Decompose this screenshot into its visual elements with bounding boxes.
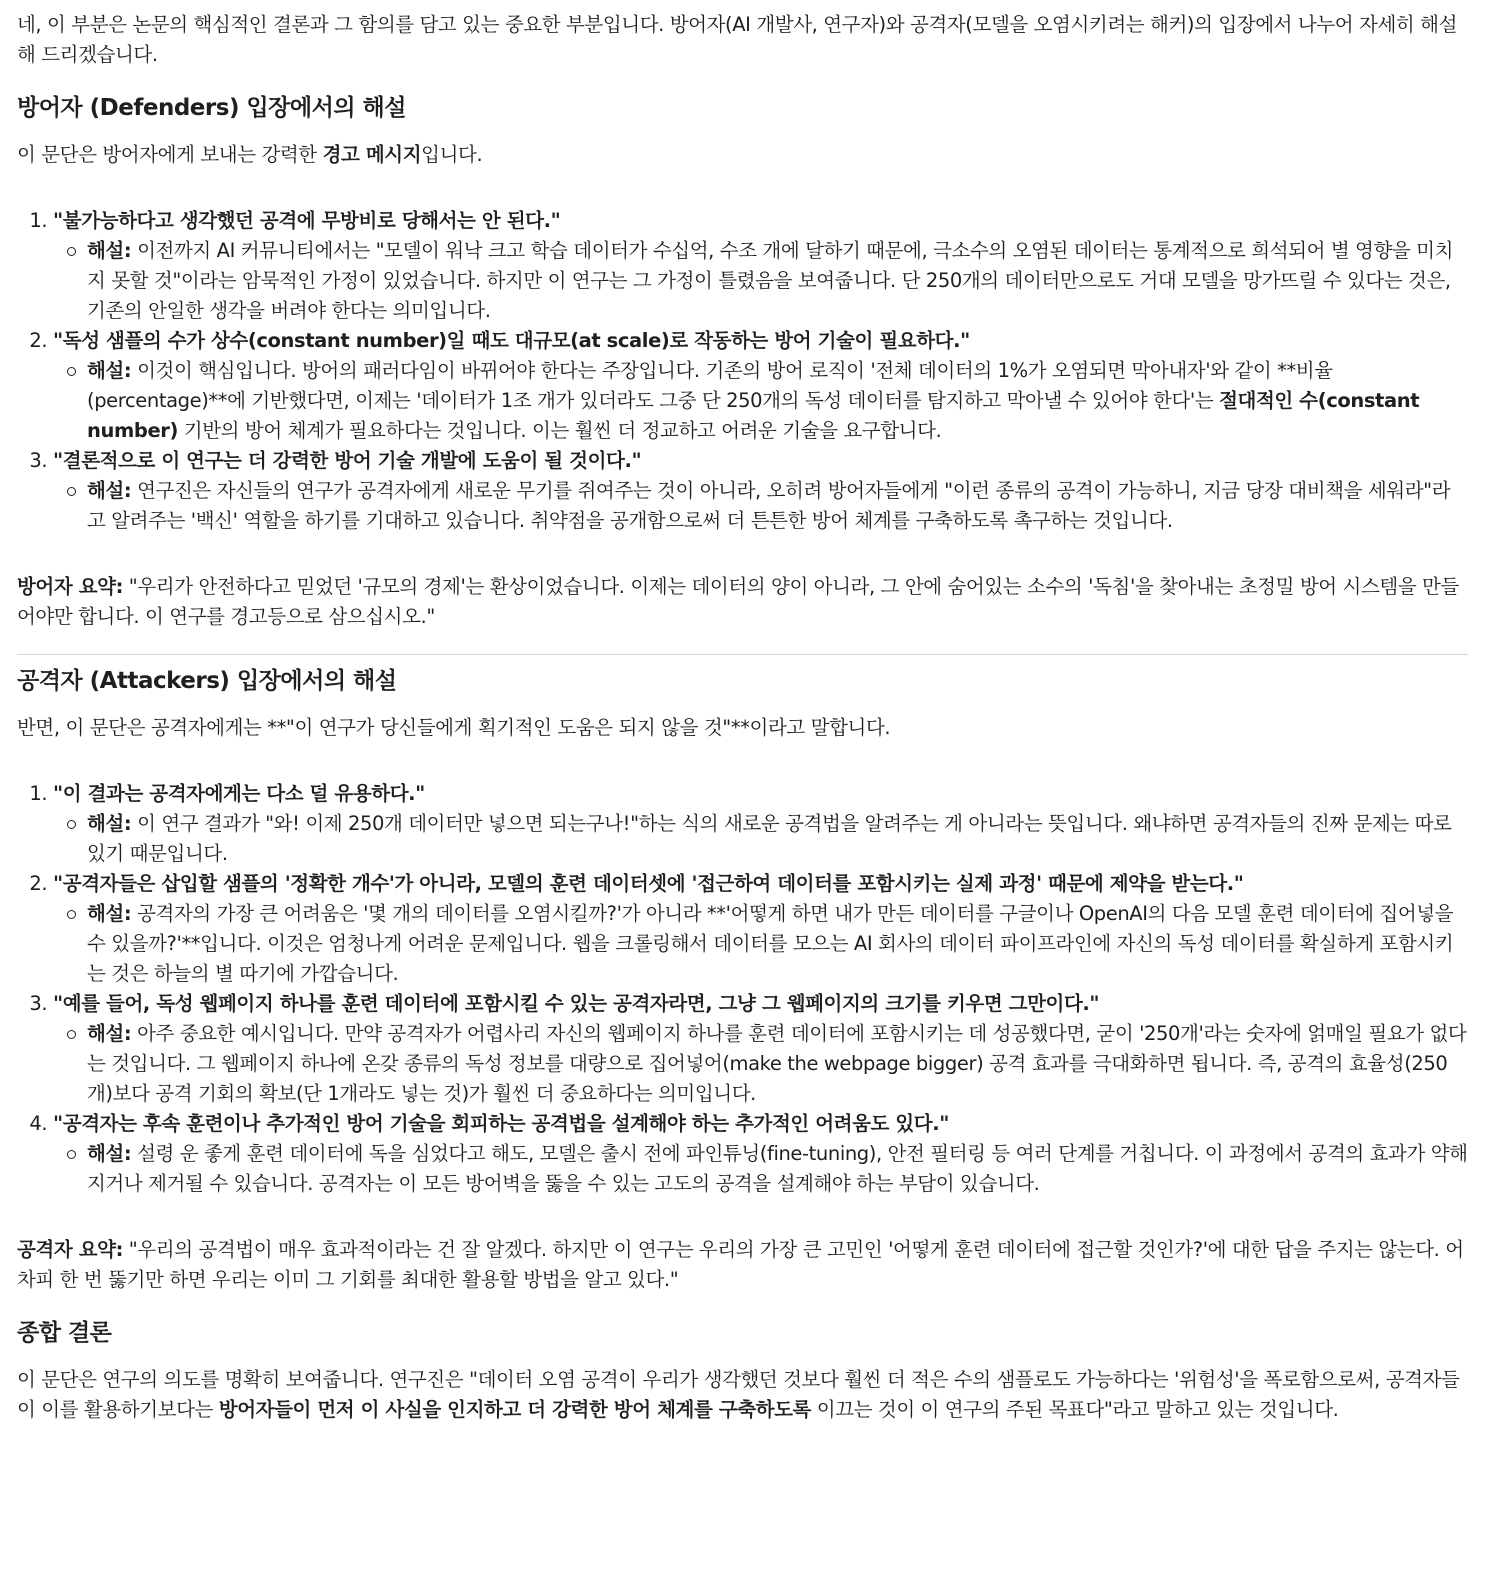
defenders-lead-tail: 입니다. — [421, 143, 483, 166]
list-item — [53, 869, 1468, 989]
item-label: 해설: — [87, 479, 132, 502]
attackers-summary — [17, 1235, 1468, 1295]
item-title: "이 결과는 공격자에게는 다소 덜 유용하다." — [53, 782, 425, 805]
conclusion-text-tail: 이끄는 것이 이 연구의 주된 목표다"라고 말하고 있는 것입니다. — [810, 1398, 1339, 1421]
defenders-list — [17, 206, 1468, 536]
item-text: 공격자의 가장 큰 어려움은 '몇 개의 데이터를 오염시킬까?'가 아니라 **'어떻게 하면 내가 만든 데이터를 구글이나 OpenAI의 다음 모델 훈련 데이터에 집어넣을 수 있을까?'**입니다. 이것은 엄청나게 어려운 문제입니다. 웹을 크롤링해서 데이터를 모으는 AI 회사의 데이터 파이프라인에 자신의 독성 데이터를 확실하게 포함시키는 것은 하늘의 별 따기에 가깝습니다. — [87, 902, 1454, 985]
attackers-list — [17, 779, 1468, 1199]
item-text-tail: 기반의 방어 체계가 필요하다는 것입니다. 이는 훨씬 더 정교하고 어려운 기술을 요구합니다. — [178, 419, 942, 442]
sub-list — [53, 809, 1468, 869]
item-title: "불가능하다고 생각했던 공격에 무방비로 당해서는 안 된다." — [53, 209, 561, 232]
attackers-lead: 반면, 이 문단은 공격자에게는 **"이 연구가 당신들에게 획기적인 도움은 되지 않을 것"**이라고 말합니다. — [17, 716, 891, 739]
conclusion-section — [17, 1317, 1468, 1425]
item-label: 해설: — [87, 1022, 132, 1045]
list-item — [53, 206, 1468, 326]
sub-list — [53, 476, 1468, 536]
conclusion-heading: 종합 결론 — [17, 1320, 112, 1346]
conclusion-paragraph — [17, 1365, 1468, 1425]
item-bold: 절대적인 수(constant number) — [87, 389, 1420, 442]
list-item — [53, 1109, 1468, 1199]
defenders-lead-text: 이 문단은 방어자에게 보내는 강력한 — [17, 143, 323, 166]
sub-list-item — [87, 1139, 1468, 1199]
item-title: "공격자들은 삽입할 샘플의 '정확한 개수'가 아니라, 모델의 훈련 데이터셋에 '접근하여 데이터를 포함시키는 실제 과정' 때문에 제약을 받는다." — [53, 872, 1244, 895]
summary-text: "우리가 안전하다고 믿었던 '규모의 경제'는 환상이었습니다. 이제는 데이터의 양이 아니라, 그 안에 숨어있는 소수의 '독침'을 찾아내는 초정밀 방어 시스템을 만들어야만 합니다. 이 연구를 경고등으로 삼으십시오." — [17, 575, 1459, 628]
intro-paragraph: 네, 이 부분은 논문의 핵심적인 결론과 그 함의를 담고 있는 중요한 부분입니다. 방어자(AI 개발사, 연구자)와 공격자(모델을 오염시키려는 해커)의 입장에서 나누어 자세히 해설해 드리겠습니다. — [17, 13, 1458, 66]
sub-list-item — [87, 476, 1468, 536]
sub-list — [53, 356, 1468, 446]
conclusion-bold: 방어자들이 먼저 이 사실을 인지하고 더 강력한 방어 체계를 구축하도록 — [218, 1398, 811, 1421]
summary-text: "우리의 공격법이 매우 효과적이라는 건 잘 알겠다. 하지만 이 연구는 우리의 가장 큰 고민인 '어떻게 훈련 데이터에 접근할 것인가?'에 대한 답을 주지는 않는다. 어차피 한 번 뚫기만 하면 우리는 이미 그 기회를 최대한 활용할 방법을 알고 있다." — [17, 1238, 1464, 1291]
item-text: 이전까지 AI 커뮤니티에서는 "모델이 워낙 크고 학습 데이터가 수십억, 수조 개에 달하기 때문에, 극소수의 오염된 데이터는 통계적으로 희석되어 별 영향을 미치지 못할 것"이라는 암묵적인 가정이 있었습니다. 하지만 이 연구는 그 가정이 틀렸음을 보여줍니다. 단 250개의 데이터만으로도 거대 모델을 망가뜨릴 수 있다는 것은, 기존의 안일한 생각을 버려야 한다는 의미입니다. — [87, 239, 1454, 322]
item-text: 이 연구 결과가 "와! 이제 250개 데이터만 넣으면 되는구나!"하는 식의 새로운 공격법을 알려주는 게 아니라는 뜻입니다. 왜냐하면 공격자들의 진짜 문제는 따로 있기 때문입니다. — [87, 812, 1452, 865]
sub-list — [53, 1019, 1468, 1109]
list-item — [53, 326, 1468, 446]
defenders-lead-bold: 경고 메시지 — [322, 143, 422, 166]
summary-label: 공격자 요약: — [17, 1238, 123, 1261]
sub-list-item — [87, 809, 1468, 869]
list-item — [53, 779, 1468, 869]
summary-label: 방어자 요약: — [17, 575, 123, 598]
sub-list-item — [87, 236, 1468, 326]
item-title: "독성 샘플의 수가 상수(constant number)일 때도 대규모(at scale)로 작동하는 방어 기술이 필요하다." — [53, 329, 970, 352]
section-divider — [17, 654, 1468, 655]
item-text: 아주 중요한 예시입니다. 만약 공격자가 어렵사리 자신의 웹페이지 하나를 훈련 데이터에 포함시키는 데 성공했다면, 굳이 '250개'라는 숫자에 얽매일 필요가 없다는 것입니다. 그 웹페이지 하나에 온갖 종류의 독성 정보를 대량으로 집어넣어(make the webpage bigger) 공격 효과를 극대화하면 됩니다. 즉, 공격의 효율성(250개)보다 공격 기회의 확보(단 1개라도 넣는 것)가 훨씬 더 중요하다는 의미입니다. — [87, 1022, 1467, 1105]
item-label: 해설: — [87, 812, 132, 835]
item-text: 설령 운 좋게 훈련 데이터에 독을 심었다고 해도, 모델은 출시 전에 파인튜닝(fine-tuning), 안전 필터링 등 여러 단계를 거칩니다. 이 과정에서 공격의 효과가 약해지거나 제거될 수 있습니다. 공격자는 이 모든 방어벽을 뚫을 수 있는 고도의 공격을 설계해야 하는 부담이 있습니다. — [87, 1142, 1468, 1195]
item-text: 이것이 핵심입니다. 방어의 패러다임이 바뀌어야 한다는 주장입니다. 기존의 방어 로직이 '전체 데이터의 1%가 오염되면 막아내자'와 같이 **비율(percentage)**에 기반했다면, 이제는 '데이터가 1조 개가 있더라도 그중 단 250개의 독성 데이터를 탐지하고 막아낼 수 있어야 한다'는 — [87, 359, 1333, 412]
defenders-heading: 방어자 (Defenders) 입장에서의 해설 — [17, 95, 406, 121]
defenders-summary — [17, 572, 1468, 632]
sub-list-item — [87, 356, 1468, 446]
item-label: 해설: — [87, 239, 132, 262]
item-label: 해설: — [87, 1142, 132, 1165]
sub-list-item — [87, 899, 1468, 989]
defenders-section — [17, 92, 1468, 632]
list-item — [53, 446, 1468, 536]
attackers-section — [17, 665, 1468, 1295]
conclusion-text: 이 문단은 연구의 의도를 명확히 보여줍니다. 연구진은 "데이터 오염 공격이 우리가 생각했던 것보다 훨씬 더 적은 수의 샘플로도 가능하다는 '위험성'을 폭로함으로써, 공격자들이 이를 활용하기보다는 — [17, 1368, 1460, 1421]
item-label: 해설: — [87, 359, 132, 382]
item-title: "결론적으로 이 연구는 더 강력한 방어 기술 개발에 도움이 될 것이다." — [53, 449, 642, 472]
defenders-lead — [17, 140, 1468, 170]
attackers-heading: 공격자 (Attackers) 입장에서의 해설 — [17, 668, 397, 694]
item-text: 연구진은 자신들의 연구가 공격자에게 새로운 무기를 쥐여주는 것이 아니라, 오히려 방어자들에게 "이런 종류의 공격이 가능하니, 지금 당장 대비책을 세워라"라고 알려주는 '백신' 역할을 하기를 기대하고 있습니다. 취약점을 공개함으로써 더 튼튼한 방어 체계를 구축하도록 촉구하는 것입니다. — [87, 479, 1451, 532]
sub-list — [53, 236, 1468, 326]
item-label: 해설: — [87, 902, 132, 925]
sub-list — [53, 1139, 1468, 1199]
item-title: "공격자는 후속 훈련이나 추가적인 방어 기술을 회피하는 공격법을 설계해야 하는 추가적인 어려움도 있다." — [53, 1112, 949, 1135]
list-item — [53, 989, 1468, 1109]
sub-list — [53, 899, 1468, 989]
sub-list-item — [87, 1019, 1468, 1109]
item-title: "예를 들어, 독성 웹페이지 하나를 훈련 데이터에 포함시킬 수 있는 공격자라면, 그냥 그 웹페이지의 크기를 키우면 그만이다." — [53, 992, 1100, 1015]
